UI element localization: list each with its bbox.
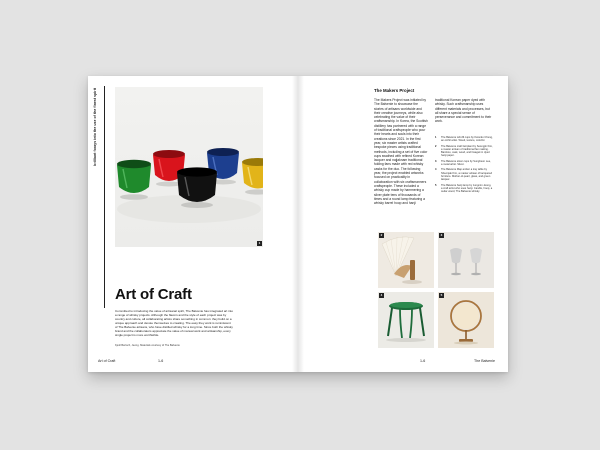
- photo-tile-lamp: [438, 292, 494, 348]
- note-item: 2 The Balvenie craft fan/plant by Seongjin Kim, a master artisan of traditional fan making. Bamboo, cask, wood, and hwaguk in dyed hanji paper.: [435, 144, 493, 158]
- footer-page-left: 1-6: [158, 359, 164, 363]
- photo-tile-fan: [378, 232, 434, 288]
- body-column-1: The Makers Project was initiated by The Balvenie to showcase the stories of artisans worldwide and their creative journeys, while also celebrating the value of their craftsmanship. In Korea, the Scottish distillery has partnered with a range of traditional craftspeople who pour their hearts and souls into their creations since 2021. In the first year, six master artists crafted bespoke pieces using traditional methods, including a set of five color cups swathed with refined Korean lacquer and najjaknam traditional folding fans made with red whisky casks for the duo. The following year, the project enabled artworks focused on practicality in collaboration with six craftsmanners craftspeople. These included a whisky cup made by hammering a silver plate tens of thousands of times and a round lamp featuring a whisky barrel hoop and hanji: [374, 98, 428, 206]
- vertical-rule: [104, 86, 105, 308]
- page-title: Art of Craft: [115, 286, 192, 303]
- section-heading: The Makers Project: [374, 88, 415, 93]
- footer-page-right: 1-6: [420, 359, 426, 363]
- note-item: 4 The Balvenie Map amber a tray table by Sheonjak Kim, a master artisan of lacquered furniture. Mother-of-pearl, glass, and green lacquer.: [435, 168, 493, 182]
- footer-brand: The Balvenie: [474, 359, 495, 363]
- tile-badge: 3: [440, 233, 443, 237]
- right-page: [298, 76, 508, 372]
- note-item: 1 The Balvenie whi-fill cups by Kwonko Chung, an otchil artist. Wood, texture, colorful.: [435, 136, 493, 143]
- photo-tile-silver-cups: [438, 232, 494, 288]
- photo-credit: Kjetil Bertsch, Jeong. Materials courtesy of The Balvenie: [115, 344, 180, 347]
- intro-paragraph: Committed to introducing the value of artisanal spirit, The Balvenie has integrated art into a range of whisky projects. Although the flavors and the style of each project was by country and culture, all collaborating artists share something in common: they build on a unique approach and devote themselves to creating. The easy they work is reminiscent of The Balvenie artisans, who have distilled whisky for a long time. Since both the whisky brand and the collaborators appreciate the value of manual work and artisanship, every single project is more worthwhile.: [115, 309, 234, 337]
- lacquer-cups-image: [115, 87, 263, 247]
- figure-notes: [435, 136, 493, 195]
- body-column-2: traditional Korean paper dyed with whisky. Such craftsmanship uses different materials and processes, but all share a special sense of perseverance and commitment to their work.: [435, 98, 492, 124]
- note-item: 5 The Balvenie hanji lamp by Jungmin Jeong, a craft artist who uses hanji. Candle, hoop, a cedar wood, The Balvenie whisky.: [435, 183, 493, 194]
- silver-cups-image: [438, 232, 494, 288]
- tile-badge: 2: [380, 233, 383, 237]
- left-page: [88, 76, 298, 372]
- note-item: 3 The Balvenie silver cups by Sungheon Lee, a metal artist. Silver.: [435, 159, 491, 167]
- silver-cup-right: [470, 248, 482, 275]
- photo-tile-table: [378, 292, 434, 348]
- tile-badge: 4: [380, 293, 383, 297]
- tile-badge: 5: [440, 293, 443, 297]
- green-cup: [117, 160, 151, 200]
- folding-fan-image: [378, 232, 434, 288]
- magazine-spread: [88, 76, 508, 372]
- figure-number-badge: 1: [258, 241, 261, 245]
- silver-cup-left: [450, 248, 462, 275]
- yellow-cup: [242, 158, 263, 195]
- hero-photo-cups: [115, 87, 263, 247]
- hanji-lamp-image: [438, 292, 494, 348]
- vertical-caption: brilliant forays into the use of the finest spirit: [93, 88, 97, 166]
- footer-section: Art of Craft: [98, 359, 116, 363]
- lacquer-table-image: [378, 292, 434, 348]
